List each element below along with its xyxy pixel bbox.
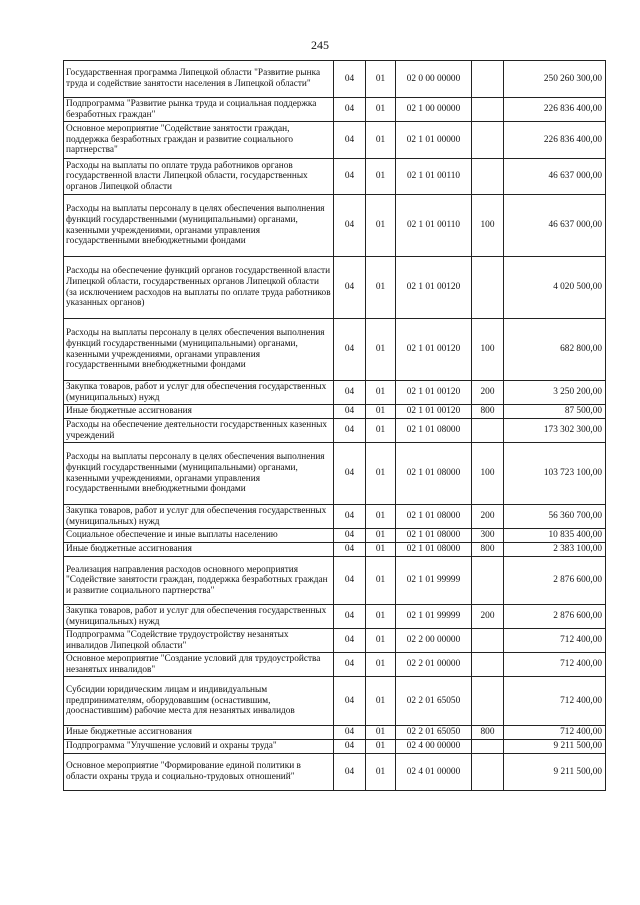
table-row — [64, 653, 606, 677]
cell-amount: 712 400,00 — [504, 629, 606, 653]
cell-target-article: 02 2 01 65050 — [396, 677, 472, 726]
cell-name: Подпрограмма "Развитие рынка труда и социальная поддержка безработных граждан" — [64, 98, 334, 122]
cell-name: Закупка товаров, работ и услуг для обеспечения государственных (муниципальных) нужд — [64, 605, 334, 629]
cell-expense-type — [472, 740, 504, 754]
cell-expense-type — [472, 754, 504, 791]
table-row — [64, 543, 606, 557]
cell-name: Расходы на обеспечение деятельности государственных казенных учреждений — [64, 419, 334, 443]
cell-ministry-code: 04 — [334, 381, 366, 405]
cell-name: Расходы на обеспечение функций органов государственной власти Липецкой области, государственных органов Липецкой области (за исключением расходов на выплаты по оплате труда работников указанных органов) — [64, 257, 334, 319]
cell-name: Закупка товаров, работ и услуг для обеспечения государственных (муниципальных) нужд — [64, 505, 334, 529]
budget-table — [63, 60, 606, 791]
table-row — [64, 629, 606, 653]
cell-section-code: 01 — [366, 419, 396, 443]
cell-section-code: 01 — [366, 726, 396, 740]
cell-expense-type: 800 — [472, 726, 504, 740]
cell-expense-type — [472, 159, 504, 195]
cell-name: Расходы на выплаты персоналу в целях обеспечения выполнения функций государственными (муниципальными) органами, казенными учреждениями, органами управления государственными внебюджетными фондами — [64, 443, 334, 505]
cell-ministry-code: 04 — [334, 653, 366, 677]
cell-amount: 3 250 200,00 — [504, 381, 606, 405]
cell-name: Социальное обеспечение и иные выплаты населению — [64, 529, 334, 543]
cell-amount: 226 836 400,00 — [504, 98, 606, 122]
cell-ministry-code: 04 — [334, 195, 366, 257]
cell-amount: 2 876 600,00 — [504, 557, 606, 605]
cell-expense-type — [472, 629, 504, 653]
cell-section-code: 01 — [366, 381, 396, 405]
cell-name: Иные бюджетные ассигнования — [64, 405, 334, 419]
table-row — [64, 159, 606, 195]
cell-expense-type: 200 — [472, 381, 504, 405]
cell-name: Закупка товаров, работ и услуг для обеспечения государственных (муниципальных) нужд — [64, 381, 334, 405]
cell-section-code: 01 — [366, 98, 396, 122]
cell-ministry-code: 04 — [334, 740, 366, 754]
cell-amount: 682 800,00 — [504, 319, 606, 381]
cell-ministry-code: 04 — [334, 122, 366, 159]
table-row — [64, 195, 606, 257]
cell-name: Подпрограмма "Улучшение условий и охраны труда" — [64, 740, 334, 754]
cell-target-article: 02 1 01 99999 — [396, 557, 472, 605]
cell-section-code: 01 — [366, 505, 396, 529]
cell-amount: 2 383 100,00 — [504, 543, 606, 557]
cell-target-article: 02 1 01 00120 — [396, 381, 472, 405]
cell-target-article: 02 2 01 65050 — [396, 726, 472, 740]
cell-expense-type — [472, 61, 504, 98]
cell-expense-type: 100 — [472, 443, 504, 505]
cell-amount: 9 211 500,00 — [504, 754, 606, 791]
table-row — [64, 122, 606, 159]
cell-ministry-code: 04 — [334, 98, 366, 122]
cell-target-article: 02 1 01 08000 — [396, 543, 472, 557]
cell-target-article: 02 1 01 99999 — [396, 605, 472, 629]
cell-expense-type — [472, 419, 504, 443]
cell-ministry-code: 04 — [334, 443, 366, 505]
cell-name: Иные бюджетные ассигнования — [64, 726, 334, 740]
cell-ministry-code: 04 — [334, 257, 366, 319]
cell-section-code: 01 — [366, 405, 396, 419]
cell-section-code: 01 — [366, 653, 396, 677]
cell-ministry-code: 04 — [334, 419, 366, 443]
cell-name: Основное мероприятие "Формирование единой политики в области охраны труда и социально-трудовых отношений" — [64, 754, 334, 791]
cell-name: Государственная программа Липецкой области "Развитие рынка труда и содействие занятости населения в Липецкой области" — [64, 61, 334, 98]
budget-table-body — [64, 61, 606, 791]
cell-name: Расходы на выплаты персоналу в целях обеспечения выполнения функций государственными (муниципальными) органами, казенными учреждениями, органами управления государственными внебюджетными фондами — [64, 195, 334, 257]
cell-target-article: 02 4 01 00000 — [396, 754, 472, 791]
cell-expense-type — [472, 257, 504, 319]
cell-target-article: 02 1 01 08000 — [396, 505, 472, 529]
cell-expense-type — [472, 653, 504, 677]
table-row — [64, 740, 606, 754]
cell-target-article: 02 1 00 00000 — [396, 98, 472, 122]
cell-target-article: 02 1 01 00110 — [396, 195, 472, 257]
cell-target-article: 02 0 00 00000 — [396, 61, 472, 98]
cell-name: Подпрограмма "Содействие трудоустройству незанятых инвалидов Липецкой области" — [64, 629, 334, 653]
cell-amount: 4 020 500,00 — [504, 257, 606, 319]
cell-target-article: 02 1 01 00120 — [396, 319, 472, 381]
cell-ministry-code: 04 — [334, 505, 366, 529]
cell-section-code: 01 — [366, 61, 396, 98]
table-row — [64, 529, 606, 543]
cell-name: Реализация направления расходов основного мероприятия "Содействие занятости граждан, поддержка безработных граждан и развитие социального партнерства" — [64, 557, 334, 605]
cell-name: Расходы на выплаты персоналу в целях обеспечения выполнения функций государственными (муниципальными) органами, казенными учреждениями, органами управления государственными внебюджетными фондами — [64, 319, 334, 381]
page-number: 245 — [311, 38, 329, 52]
cell-expense-type: 200 — [472, 605, 504, 629]
table-row — [64, 677, 606, 726]
cell-section-code: 01 — [366, 257, 396, 319]
table-row — [64, 61, 606, 98]
cell-name: Расходы на выплаты по оплате труда работников органов государственной власти Липецкой области, государственных органов Липецкой области — [64, 159, 334, 195]
cell-ministry-code: 04 — [334, 629, 366, 653]
table-row — [64, 98, 606, 122]
table-row — [64, 419, 606, 443]
cell-section-code: 01 — [366, 605, 396, 629]
cell-amount: 712 400,00 — [504, 726, 606, 740]
cell-section-code: 01 — [366, 543, 396, 557]
cell-amount: 226 836 400,00 — [504, 122, 606, 159]
cell-section-code: 01 — [366, 740, 396, 754]
cell-expense-type: 200 — [472, 505, 504, 529]
cell-amount: 173 302 300,00 — [504, 419, 606, 443]
cell-target-article: 02 2 00 00000 — [396, 629, 472, 653]
cell-amount: 250 260 300,00 — [504, 61, 606, 98]
table-row — [64, 754, 606, 791]
cell-target-article: 02 1 01 00120 — [396, 257, 472, 319]
cell-expense-type: 300 — [472, 529, 504, 543]
cell-expense-type: 100 — [472, 319, 504, 381]
table-row — [64, 381, 606, 405]
cell-expense-type — [472, 677, 504, 726]
cell-ministry-code: 04 — [334, 529, 366, 543]
cell-section-code: 01 — [366, 529, 396, 543]
cell-amount: 87 500,00 — [504, 405, 606, 419]
cell-amount: 2 876 600,00 — [504, 605, 606, 629]
table-row — [64, 257, 606, 319]
table-row — [64, 319, 606, 381]
table-row — [64, 726, 606, 740]
cell-amount: 10 835 400,00 — [504, 529, 606, 543]
cell-target-article: 02 1 01 00110 — [396, 159, 472, 195]
cell-section-code: 01 — [366, 319, 396, 381]
cell-expense-type — [472, 98, 504, 122]
cell-expense-type — [472, 557, 504, 605]
cell-amount: 46 637 000,00 — [504, 195, 606, 257]
cell-ministry-code: 04 — [334, 159, 366, 195]
cell-target-article: 02 1 01 00000 — [396, 122, 472, 159]
cell-name: Субсидии юридическим лицам и индивидуальным предпринимателям, оборудовавшим (оснастившим, дооснастившим) рабочие места для незанятых инвалидов — [64, 677, 334, 726]
cell-section-code: 01 — [366, 443, 396, 505]
cell-amount: 712 400,00 — [504, 677, 606, 726]
cell-ministry-code: 04 — [334, 605, 366, 629]
cell-ministry-code: 04 — [334, 677, 366, 726]
cell-section-code: 01 — [366, 122, 396, 159]
cell-amount: 103 723 100,00 — [504, 443, 606, 505]
cell-ministry-code: 04 — [334, 319, 366, 381]
cell-ministry-code: 04 — [334, 543, 366, 557]
cell-expense-type: 800 — [472, 405, 504, 419]
cell-ministry-code: 04 — [334, 726, 366, 740]
cell-amount: 712 400,00 — [504, 653, 606, 677]
cell-section-code: 01 — [366, 754, 396, 791]
cell-target-article: 02 2 01 00000 — [396, 653, 472, 677]
cell-name: Иные бюджетные ассигнования — [64, 543, 334, 557]
cell-target-article: 02 4 00 00000 — [396, 740, 472, 754]
table-row — [64, 557, 606, 605]
table-row — [64, 405, 606, 419]
cell-ministry-code: 04 — [334, 405, 366, 419]
cell-target-article: 02 1 01 08000 — [396, 419, 472, 443]
cell-section-code: 01 — [366, 677, 396, 726]
table-row — [64, 505, 606, 529]
cell-ministry-code: 04 — [334, 754, 366, 791]
cell-name: Основное мероприятие "Создание условий для трудоустройства незанятых инвалидов" — [64, 653, 334, 677]
cell-amount: 56 360 700,00 — [504, 505, 606, 529]
cell-ministry-code: 04 — [334, 61, 366, 98]
table-row — [64, 443, 606, 505]
cell-expense-type: 100 — [472, 195, 504, 257]
cell-expense-type — [472, 122, 504, 159]
cell-expense-type: 800 — [472, 543, 504, 557]
cell-target-article: 02 1 01 08000 — [396, 443, 472, 505]
cell-name: Основное мероприятие "Содействие занятости граждан, поддержка безработных граждан и развитие социального партнерства" — [64, 122, 334, 159]
cell-amount: 46 637 000,00 — [504, 159, 606, 195]
cell-amount: 9 211 500,00 — [504, 740, 606, 754]
cell-section-code: 01 — [366, 159, 396, 195]
cell-target-article: 02 1 01 08000 — [396, 529, 472, 543]
cell-section-code: 01 — [366, 629, 396, 653]
cell-section-code: 01 — [366, 195, 396, 257]
cell-target-article: 02 1 01 00120 — [396, 405, 472, 419]
cell-section-code: 01 — [366, 557, 396, 605]
table-row — [64, 605, 606, 629]
cell-ministry-code: 04 — [334, 557, 366, 605]
